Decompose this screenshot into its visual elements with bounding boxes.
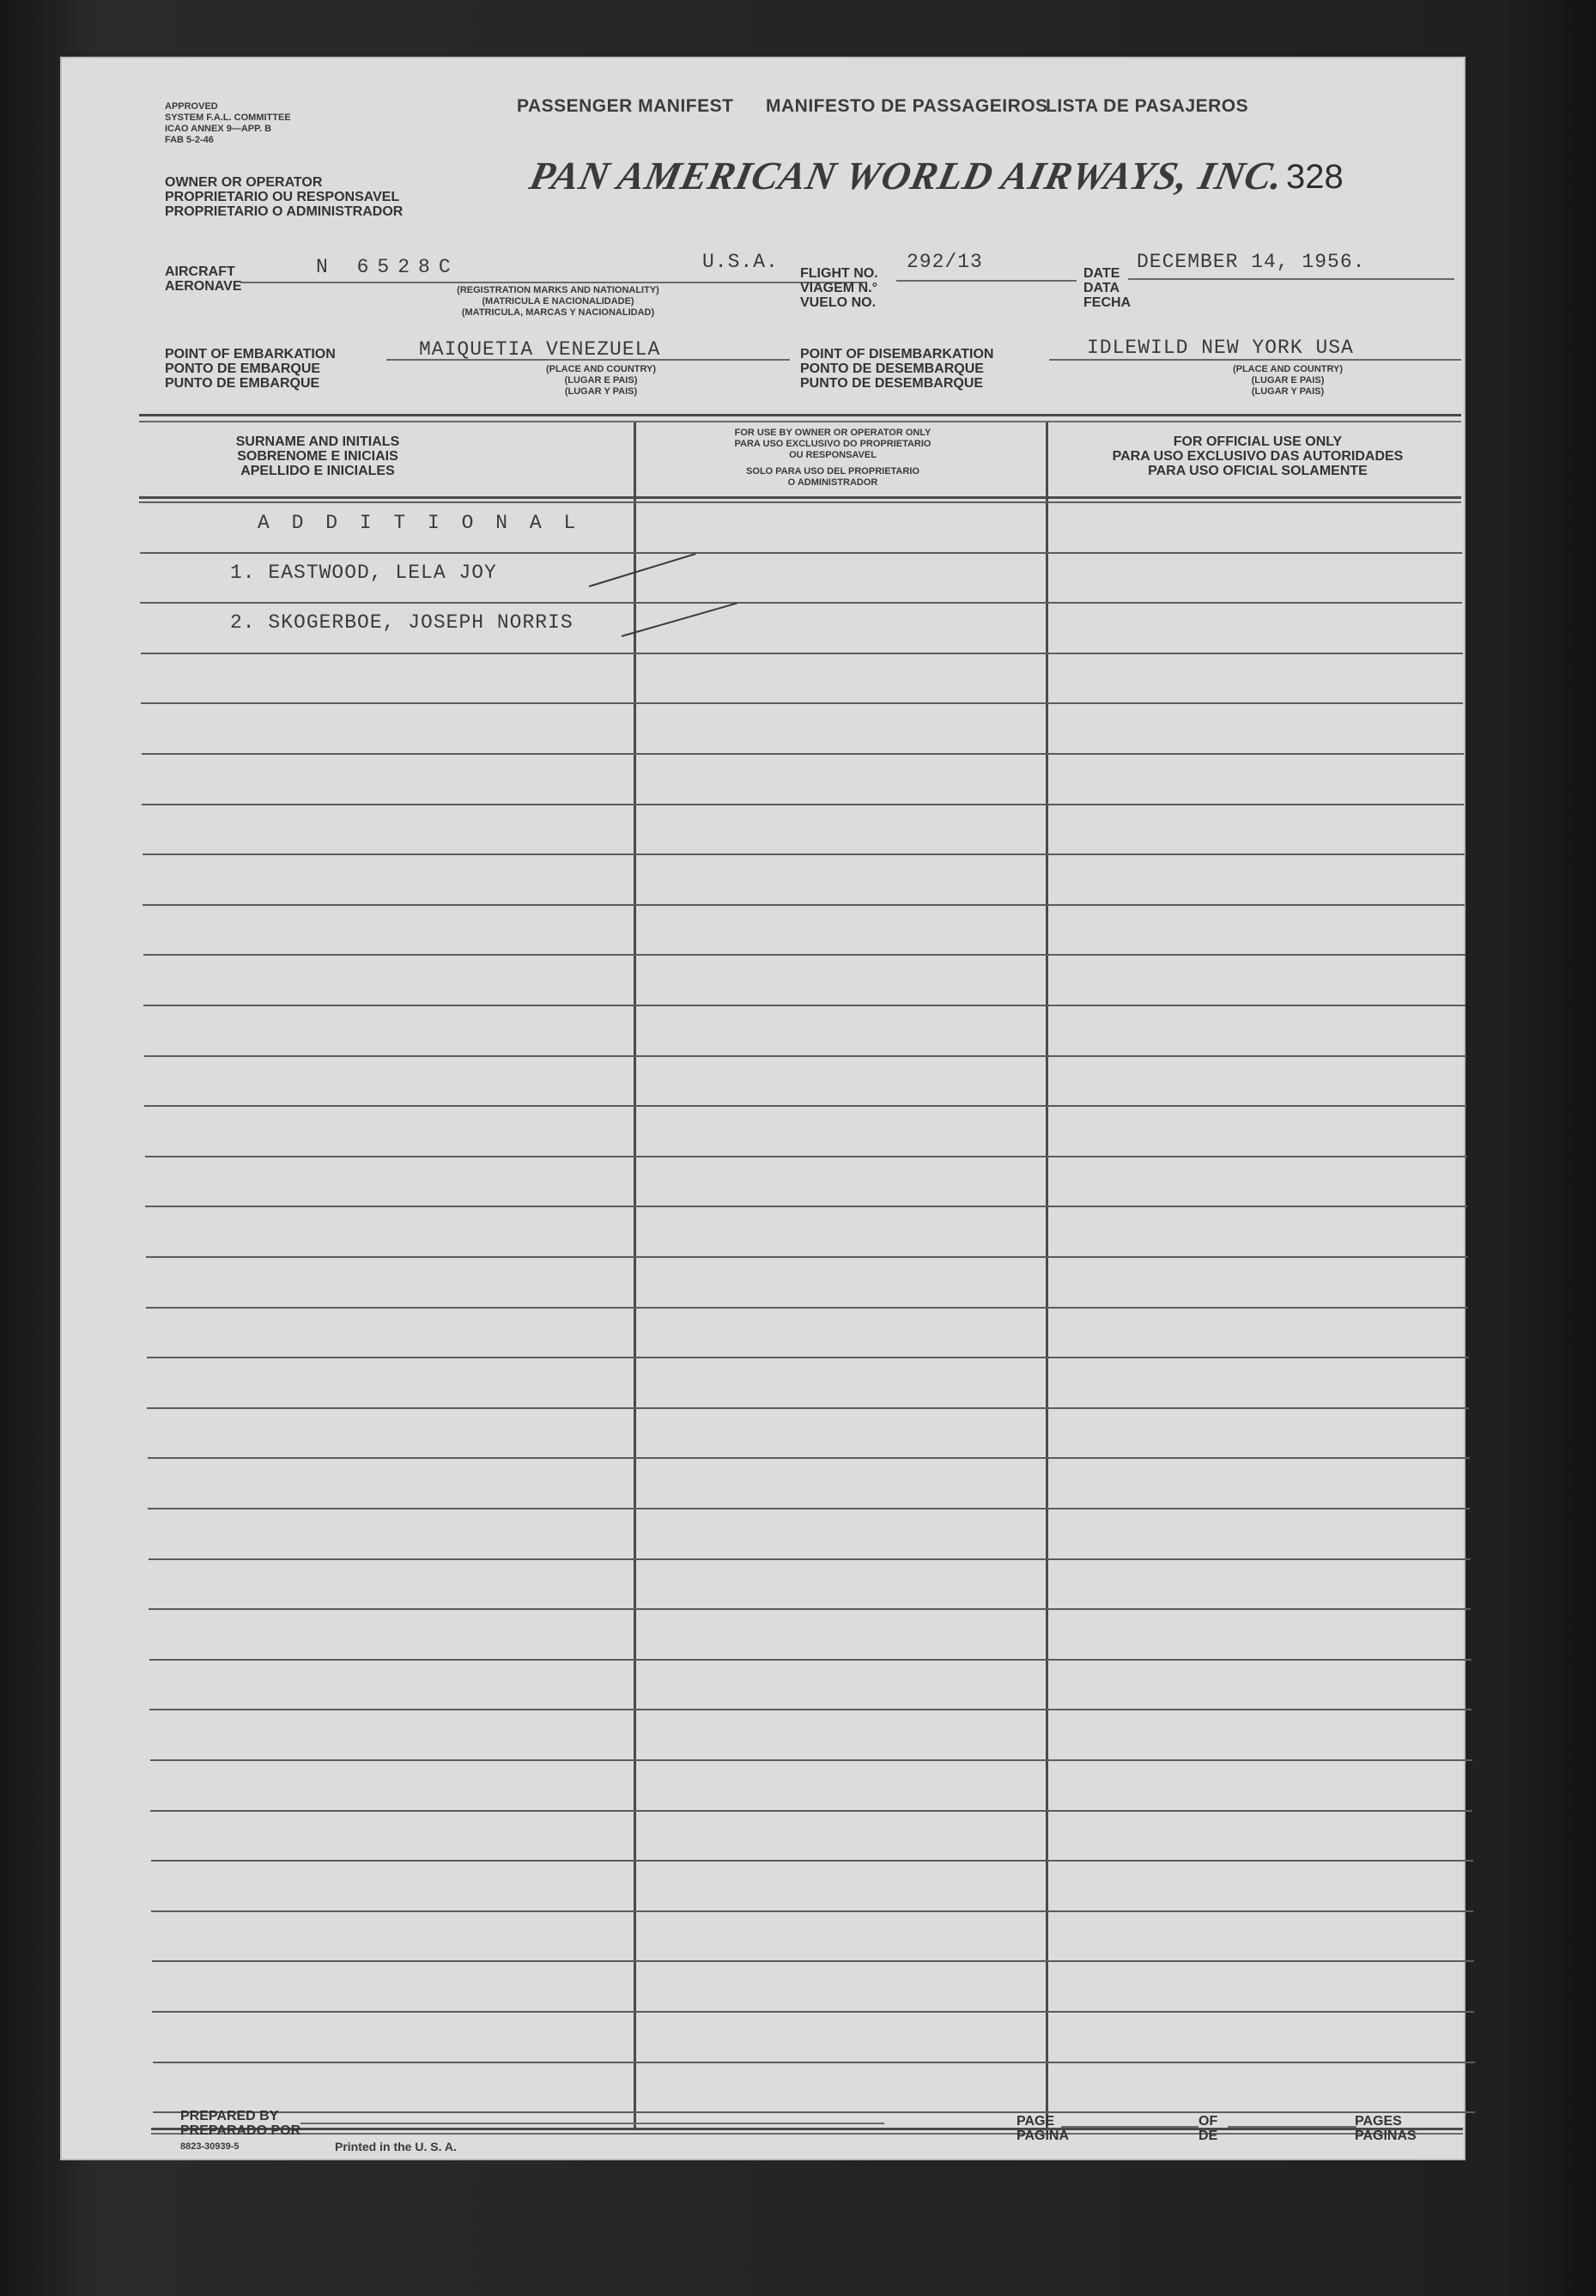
title-spanish: LISTA DE PASAJEROS bbox=[1046, 96, 1249, 116]
col-header-line: SURNAME AND INITIALS bbox=[235, 434, 400, 449]
embark-label-line: PONTO DE EMBARQUE bbox=[165, 361, 321, 376]
aircraft-underline bbox=[240, 282, 867, 283]
table-row-line bbox=[149, 1659, 1472, 1661]
col-header-line: OU RESPONSAVEL bbox=[789, 450, 877, 460]
date-underline bbox=[1128, 278, 1454, 280]
table-row-line bbox=[153, 2111, 1475, 2113]
disembark-label-line: POINT OF DISEMBARKATION bbox=[800, 347, 994, 361]
col-header-line: FOR OFFICIAL USE ONLY bbox=[1173, 434, 1343, 449]
table-row-line bbox=[148, 1457, 1470, 1459]
approval-line: SYSTEM F.A.L. COMMITTEE bbox=[165, 112, 291, 123]
flight-label bbox=[800, 266, 878, 310]
check-mark bbox=[589, 553, 696, 587]
place-note-line: (PLACE AND COUNTRY) bbox=[1232, 364, 1344, 374]
embark-place-note bbox=[472, 364, 730, 398]
disembark-label-line: PUNTO DE DESEMBARQUE bbox=[800, 376, 984, 391]
flight-value: 292/13 bbox=[907, 251, 983, 273]
table-row-line bbox=[139, 501, 1461, 503]
date-value: DECEMBER 14, 1956. bbox=[1137, 251, 1366, 273]
table-row-line bbox=[152, 2011, 1474, 2013]
date-label-line: DATA bbox=[1083, 281, 1120, 295]
page-label bbox=[1016, 2114, 1069, 2143]
prepared-line: PREPARED BY bbox=[180, 2109, 279, 2123]
of-underline bbox=[1228, 2126, 1356, 2128]
date-label bbox=[1083, 266, 1131, 310]
owner-label-line: PROPRIETARIO O ADMINISTRADOR bbox=[165, 204, 404, 219]
registration-note bbox=[352, 285, 764, 319]
disembark-value: IDLEWILD NEW YORK USA bbox=[1087, 337, 1354, 359]
col-header-line: PARA USO EXCLUSIVO DO PROPRIETARIO bbox=[734, 439, 932, 449]
page-underline bbox=[1061, 2126, 1199, 2128]
column-divider-left bbox=[634, 422, 636, 2128]
col-operator-header bbox=[627, 428, 1039, 489]
table-row-line bbox=[140, 552, 1462, 554]
page-stamp-number: 328 bbox=[1286, 158, 1344, 196]
title-english: PASSENGER MANIFEST bbox=[517, 96, 734, 116]
table-row-line bbox=[150, 1810, 1472, 1812]
aircraft-label bbox=[165, 264, 242, 294]
table-row-line bbox=[147, 1357, 1469, 1358]
col-header-line: O ADMINISTRADOR bbox=[787, 477, 878, 488]
table-row-line bbox=[145, 1156, 1467, 1157]
table-row-line bbox=[146, 1307, 1468, 1309]
table-row-line bbox=[144, 1105, 1466, 1107]
table-row-line bbox=[145, 1206, 1467, 1207]
table-top-rule-thin bbox=[139, 421, 1461, 422]
aircraft-label-line: AERONAVE bbox=[165, 279, 242, 294]
table-row-line bbox=[149, 1709, 1472, 1710]
table-row-line bbox=[142, 804, 1464, 805]
form-number: 8823-30939-5 bbox=[180, 2141, 240, 2152]
col-header-line: FOR USE BY OWNER OR OPERATOR ONLY bbox=[734, 428, 932, 438]
registration-note-line: (REGISTRATION MARKS AND NATIONALITY) bbox=[457, 285, 659, 295]
passenger-row: 2. SKOGERBOE, JOSEPH NORRIS bbox=[230, 611, 573, 634]
pages-label-line: PAGINAS bbox=[1355, 2129, 1417, 2143]
col-header-line: SOBRENOME E INICIAIS bbox=[237, 449, 398, 464]
disembark-label-line: PONTO DE DESEMBARQUE bbox=[800, 361, 984, 376]
owner-label-line: OWNER OR OPERATOR bbox=[165, 175, 323, 190]
table-row-line bbox=[148, 1508, 1470, 1509]
flight-label-line: VIAGEM N.° bbox=[800, 281, 877, 295]
table-row-line bbox=[151, 1860, 1473, 1862]
embark-label-line: PUNTO DE EMBARQUE bbox=[165, 376, 320, 391]
place-note-line: (LUGAR Y PAIS) bbox=[564, 386, 638, 397]
flight-label-line: FLIGHT NO. bbox=[800, 266, 878, 281]
table-bottom-rule bbox=[151, 2128, 1463, 2130]
table-row-line bbox=[142, 753, 1464, 755]
additional-header-row: A D D I T I O N A L bbox=[258, 512, 581, 534]
registration-note-line: (MATRICULA E NACIONALIDADE) bbox=[482, 296, 634, 307]
place-note-line: (PLACE AND COUNTRY) bbox=[545, 364, 657, 374]
date-label-line: FECHA bbox=[1083, 295, 1132, 310]
embark-label-line: POINT OF EMBARKATION bbox=[165, 347, 336, 361]
table-row-line bbox=[141, 653, 1463, 654]
approval-line: ICAO ANNEX 9—APP. B bbox=[165, 124, 272, 134]
column-divider-right bbox=[1046, 422, 1048, 2128]
of-label bbox=[1199, 2114, 1217, 2143]
aircraft-value: N 6528C bbox=[316, 256, 459, 278]
manifest-sheet bbox=[60, 57, 1466, 2160]
aircraft-label-line: AIRCRAFT bbox=[165, 264, 235, 279]
disembark-label bbox=[800, 347, 993, 391]
table-bottom-rule-thin bbox=[151, 2133, 1463, 2135]
approval-line: APPROVED bbox=[165, 101, 218, 112]
prepared-underline bbox=[300, 2123, 884, 2124]
disembark-underline bbox=[1049, 359, 1461, 361]
owner-label bbox=[165, 175, 403, 219]
check-mark bbox=[622, 602, 737, 637]
table-row-line bbox=[149, 1608, 1471, 1610]
embark-label bbox=[165, 347, 336, 391]
date-label-line: DATE bbox=[1083, 266, 1120, 281]
approval-block bbox=[165, 101, 291, 146]
table-row-line bbox=[151, 1910, 1473, 1912]
table-row-line bbox=[152, 1960, 1474, 1962]
title-portuguese: MANIFESTO DE PASSAGEIROS bbox=[766, 96, 1048, 116]
country-value: U.S.A. bbox=[702, 251, 779, 273]
table-row-line bbox=[144, 1055, 1466, 1057]
table-row-line bbox=[150, 1759, 1472, 1761]
table-row-line bbox=[149, 1558, 1471, 1560]
registration-note-line: (MATRICULA, MARCAS Y NACIONALIDAD) bbox=[461, 307, 655, 318]
disembark-place-note bbox=[1159, 364, 1417, 398]
table-row-line bbox=[143, 1005, 1466, 1006]
table-row-line bbox=[146, 1256, 1468, 1258]
col-official-header bbox=[1056, 434, 1459, 478]
owner-label-line: PROPRIETARIO OU RESPONSAVEL bbox=[165, 190, 400, 204]
table-top-rule bbox=[139, 414, 1461, 416]
header-separator bbox=[139, 496, 1461, 499]
operator-name: PAN AMERICAN WORLD AIRWAYS, INC. bbox=[525, 154, 1288, 197]
place-note-line: (LUGAR E PAIS) bbox=[564, 375, 638, 386]
table-row-line bbox=[147, 1407, 1469, 1409]
printed-in-usa: Printed in the U. S. A. bbox=[335, 2140, 457, 2153]
col-header-line: SOLO PARA USO DEL PROPRIETARIO bbox=[746, 466, 919, 477]
pages-label-line: PAGES bbox=[1355, 2114, 1402, 2129]
col-header-line: PARA USO OFICIAL SOLAMENTE bbox=[1148, 464, 1368, 478]
table-row-line bbox=[143, 853, 1465, 855]
table-row-line bbox=[141, 702, 1463, 704]
place-note-line: (LUGAR Y PAIS) bbox=[1251, 386, 1325, 397]
place-note-line: (LUGAR E PAIS) bbox=[1251, 375, 1325, 386]
passenger-row: 1. EASTWOOD, LELA JOY bbox=[230, 562, 497, 584]
col-header-line: PARA USO EXCLUSIVO DAS AUTORIDADES bbox=[1112, 449, 1404, 464]
col-surname-header bbox=[155, 434, 481, 478]
of-label-line: DE bbox=[1199, 2129, 1218, 2143]
col-header-line: APELLIDO E INICIALES bbox=[240, 464, 395, 478]
flight-label-line: VUELO NO. bbox=[800, 295, 877, 310]
page-label-line: PAGINA bbox=[1016, 2129, 1070, 2143]
table-row-line bbox=[143, 954, 1466, 956]
approval-line: FAB 5-2-46 bbox=[165, 135, 214, 145]
table-row-line bbox=[140, 602, 1462, 604]
table-row-line bbox=[143, 904, 1465, 906]
prepared-line: PREPARADO POR bbox=[180, 2123, 301, 2138]
flight-underline bbox=[896, 280, 1077, 282]
table-row-line bbox=[153, 2062, 1475, 2063]
prepared-by-label bbox=[180, 2109, 300, 2138]
pages-label bbox=[1355, 2114, 1417, 2143]
embark-value: MAIQUETIA VENEZUELA bbox=[419, 338, 661, 361]
page-label-line: PAGE bbox=[1016, 2114, 1055, 2129]
of-label-line: OF bbox=[1199, 2114, 1218, 2129]
